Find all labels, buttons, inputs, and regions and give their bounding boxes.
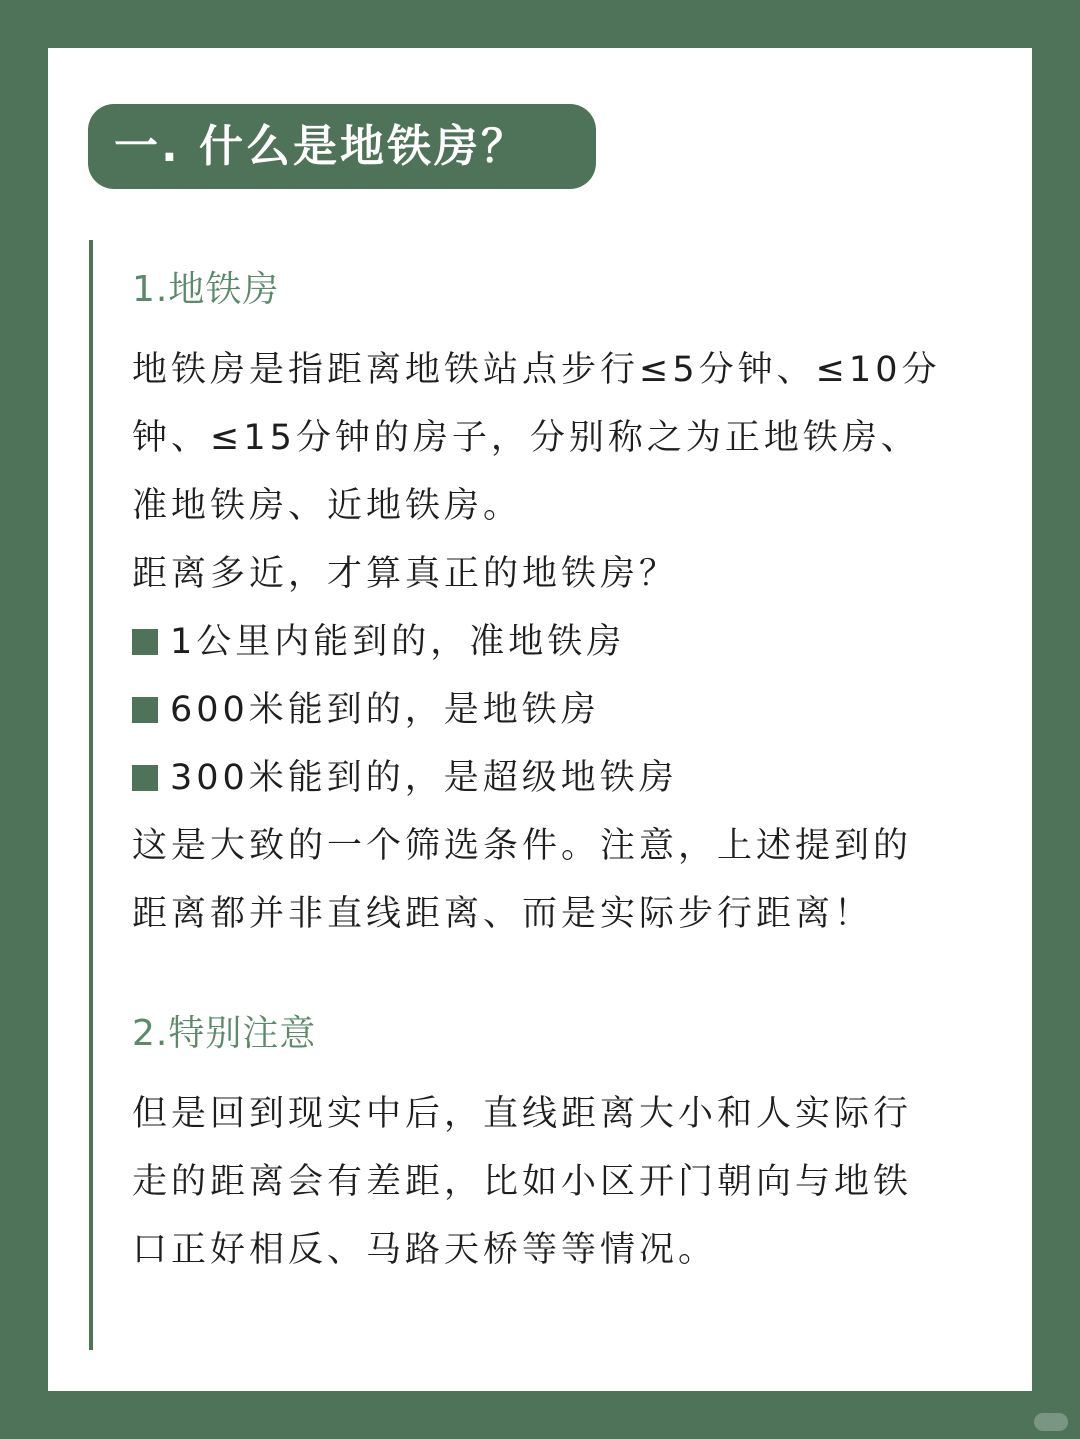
bullet-text: 1公里内能到的，准地铁房 [170, 622, 626, 662]
section-spacer [132, 948, 992, 1012]
vertical-accent-rule [89, 240, 93, 1350]
paragraph-line: 距离多近，才算真正的地铁房？ [132, 554, 679, 594]
square-bullet-icon [132, 629, 158, 655]
bullet-text: 600米能到的，是地铁房 [170, 690, 600, 730]
watermark-logo [1034, 1413, 1068, 1431]
paragraph-line: 距离都并非直线距离、而是实际步行距离！ [132, 894, 874, 934]
article-body [132, 268, 992, 1284]
paragraph-line: 口正好相反、马路天桥等等情况。 [132, 1230, 718, 1270]
bullet-item [132, 744, 992, 812]
content-card [48, 48, 1032, 1391]
page-title: 一. 什么是地铁房？ [88, 104, 596, 189]
bullet-item [132, 676, 992, 744]
square-bullet-icon [132, 765, 158, 791]
paragraph-line: 但是回到现实中后，直线距离大小和人实际行 [132, 1094, 913, 1134]
paragraph-line: 走的距离会有差距，比如小区开门朝向与地铁 [132, 1162, 913, 1202]
paragraph-line: 地铁房是指距离地铁站点步行≤5分钟、≤10分 [132, 350, 941, 390]
bullet-item [132, 608, 992, 676]
section-heading-1: 1.地铁房 [132, 269, 280, 310]
paragraph-line: 准地铁房、近地铁房。 [132, 486, 523, 526]
section-heading-2: 2.特别注意 [132, 1013, 317, 1054]
square-bullet-icon [132, 697, 158, 723]
paragraph-line: 这是大致的一个筛选条件。注意，上述提到的 [132, 826, 913, 866]
bullet-text: 300米能到的，是超级地铁房 [170, 758, 678, 798]
paragraph-line: 钟、≤15分钟的房子，分别称之为正地铁房、 [132, 418, 920, 458]
